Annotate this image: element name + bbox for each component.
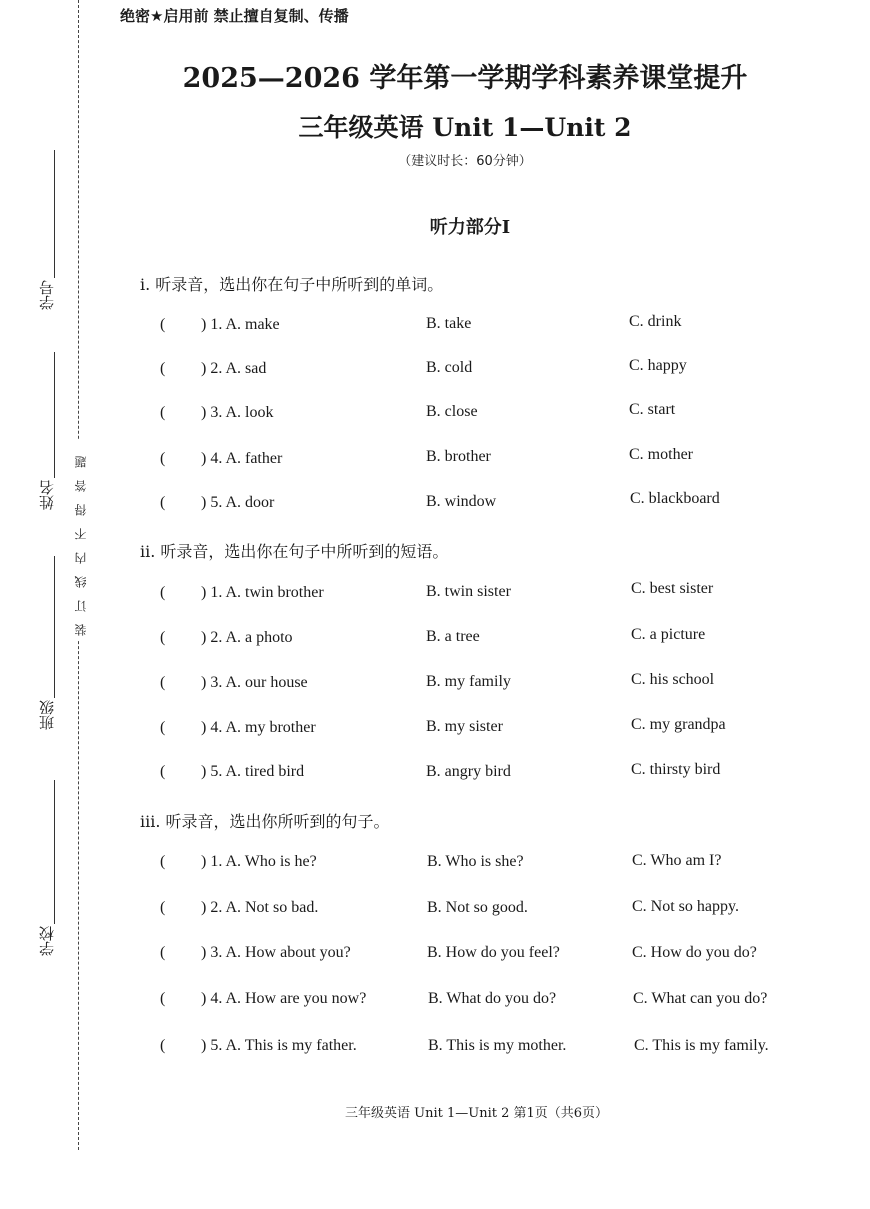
option-b: B. close	[426, 403, 478, 420]
option-c: C. How do you do?	[632, 944, 757, 961]
page-footer: 三年级英语 Unit 1—Unit 2 第1页（共6页）	[345, 1106, 609, 1121]
answer-paren[interactable]: (	[160, 404, 166, 421]
option-a: ) 5. A. door	[201, 494, 275, 511]
answer-paren[interactable]: (	[160, 674, 166, 691]
answer-paren[interactable]: (	[160, 719, 166, 736]
class-label: 班级	[38, 700, 56, 730]
option-c: C. mother	[629, 446, 693, 463]
answer-paren[interactable]: (	[160, 1037, 166, 1054]
class-field[interactable]	[54, 556, 55, 698]
option-b: B. cold	[426, 359, 473, 376]
option-c: C. my grandpa	[631, 716, 726, 733]
option-c: C. drink	[629, 313, 682, 330]
school-label: 学校	[38, 926, 56, 956]
option-a: ) 3. A. How about you?	[201, 944, 351, 961]
option-b: B. window	[426, 493, 497, 510]
option-b: B. my family	[426, 673, 511, 690]
option-b: B. What do you do?	[428, 990, 557, 1007]
option-c: C. his school	[631, 671, 715, 688]
option-c: C. start	[629, 401, 676, 418]
option-a: ) 1. A. twin brother	[201, 584, 324, 601]
exam-title: 2025—2026 学年第一学期学科素养课堂提升	[182, 63, 748, 94]
binding-notice: 装订线内不得答题	[72, 440, 89, 640]
option-c: C. thirsty bird	[631, 761, 721, 778]
answer-paren[interactable]: (	[160, 853, 166, 870]
option-a: ) 2. A. a photo	[201, 629, 293, 646]
student-id-label: 学号	[38, 280, 56, 310]
option-b: B. Who is she?	[427, 853, 524, 870]
option-b: B. twin sister	[426, 583, 511, 600]
option-a: ) 3. A. our house	[201, 674, 308, 691]
answer-paren[interactable]: (	[160, 944, 166, 961]
answer-paren[interactable]: (	[160, 763, 166, 780]
part-1-heading: i. 听录音，选出你在句子中所听到的单词。	[140, 275, 444, 294]
option-a: ) 4. A. father	[201, 450, 283, 467]
option-c: C. Who am I?	[632, 852, 722, 869]
option-c: C. best sister	[631, 580, 714, 597]
option-a: ) 4. A. my brother	[201, 719, 316, 736]
confidential-notice: 绝密★启用前 禁止擅自复制、传播	[120, 7, 349, 25]
option-a: ) 2. A. Not so bad.	[201, 899, 319, 916]
option-b: B. angry bird	[426, 763, 511, 780]
answer-paren[interactable]: (	[160, 584, 166, 601]
option-c: C. blackboard	[630, 490, 720, 507]
option-a: ) 2. A. sad	[201, 360, 267, 377]
option-b: B. Not so good.	[427, 899, 528, 916]
answer-paren[interactable]: (	[160, 450, 166, 467]
part-3-heading: iii. 听录音，选出你所听到的句子。	[140, 812, 390, 831]
option-a: ) 1. A. make	[201, 316, 280, 333]
option-b: B. my sister	[426, 718, 503, 735]
option-a: ) 4. A. How are you now?	[201, 990, 367, 1007]
option-b: B. brother	[426, 448, 491, 465]
name-field[interactable]	[54, 352, 55, 478]
option-c: C. happy	[629, 357, 687, 374]
answer-paren[interactable]: (	[160, 494, 166, 511]
option-c: C. Not so happy.	[632, 898, 739, 915]
duration-note: （建议时长：60分钟）	[398, 154, 532, 169]
answer-paren[interactable]: (	[160, 316, 166, 333]
option-a: ) 5. A. This is my father.	[201, 1037, 357, 1054]
option-a: ) 5. A. tired bird	[201, 763, 305, 780]
option-c: C. This is my family.	[634, 1037, 769, 1054]
section-title: 听力部分I	[429, 217, 511, 238]
option-b: B. This is my mother.	[428, 1037, 567, 1054]
answer-paren[interactable]: (	[160, 360, 166, 377]
name-label: 姓名	[38, 480, 56, 510]
option-b: B. How do you feel?	[427, 944, 560, 961]
option-c: C. a picture	[631, 626, 706, 643]
answer-paren[interactable]: (	[160, 629, 166, 646]
school-field[interactable]	[54, 780, 55, 924]
option-a: ) 3. A. look	[201, 404, 274, 421]
option-b: B. a tree	[426, 628, 480, 645]
exam-subtitle: 三年级英语 Unit 1—Unit 2	[298, 113, 632, 142]
part-2-heading: ii. 听录音，选出你在句子中所听到的短语。	[140, 542, 449, 561]
option-c: C. What can you do?	[633, 990, 768, 1007]
answer-paren[interactable]: (	[160, 899, 166, 916]
option-a: ) 1. A. Who is he?	[201, 853, 317, 870]
option-b: B. take	[426, 315, 472, 332]
answer-paren[interactable]: (	[160, 990, 166, 1007]
